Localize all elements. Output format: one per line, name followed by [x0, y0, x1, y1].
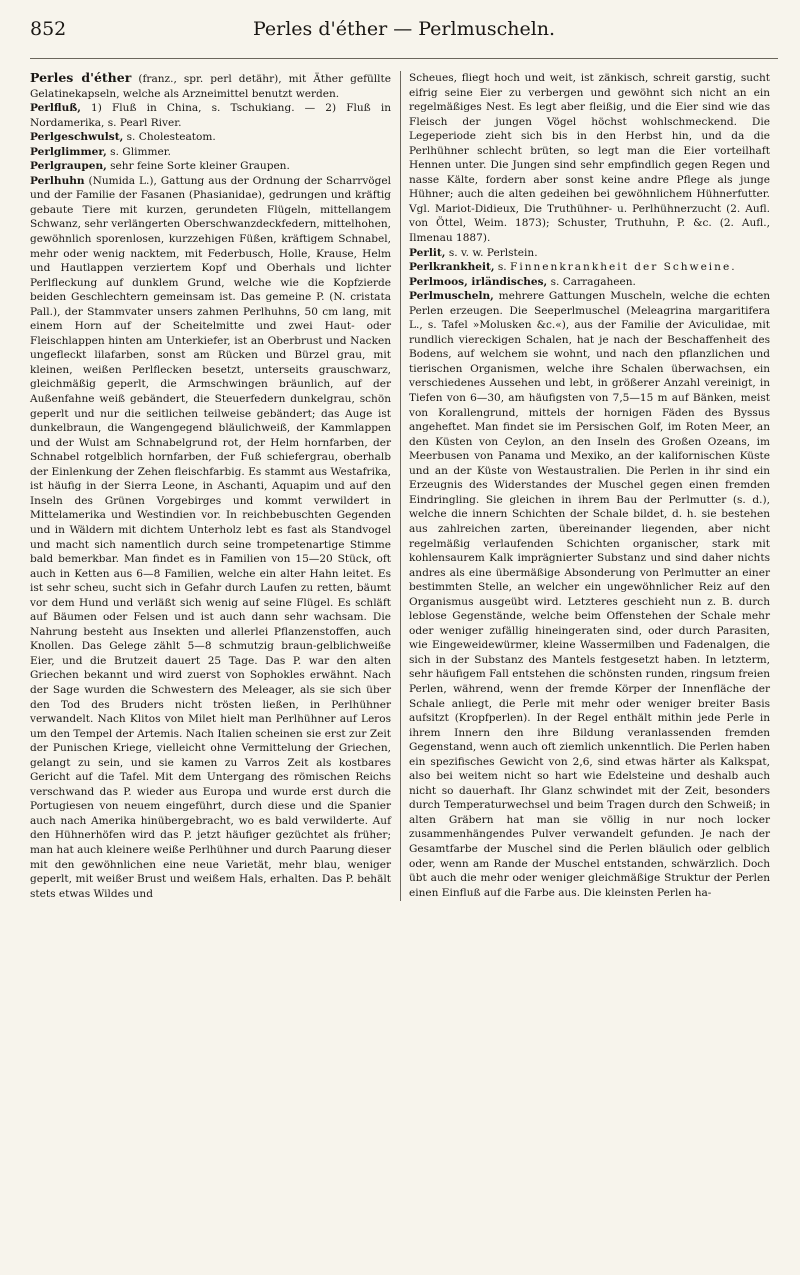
entry-text: s. — [497, 261, 507, 274]
entry-headword: Perlgeschwulst, — [30, 131, 124, 144]
entry-text: Scheues, fliegt hoch und weit, ist zänkisch, schreit garstig, sucht eifrig seine Eier zu verbergen und gewöhnt sich nicht an ein regelmäßiges Nest. Es legt aber fleißig, und die Eier sind wie das Fleisch der jungen Vögel höchst wohlschmeckend. Die Legeperiode zieht sich bis in den Herbst hin, und da die Perlhühner schlecht brüten, so legt man die Eier vorteilhaft Hennen unter. Die Jungen sind sehr empfindlich gegen Regen und nasse Kälte, fordern aber sonst keine andre Pflege als junge Hühner; auch die alten gedeihen bei gewöhnlichem Hühnerfutter. Vgl. Mariot-Didieux, Die Truthühner- u. Perlhühnerzucht (2. Aufl. von Öttel, Weim. 1873); Schuster, Truthuhn, P. &c. (2. Aufl., Ilmenau 1887). — [409, 72, 770, 245]
entry-headword: Perlhuhn — [30, 174, 85, 187]
page-number: 852 — [30, 18, 67, 40]
page-header — [30, 18, 778, 59]
entry-headword: Perlfluß, — [30, 102, 81, 115]
entry-perles-d-ether — [30, 71, 391, 101]
entry-perlhuhn — [30, 174, 391, 901]
entry-perlgeschwulst — [30, 130, 391, 145]
entry-text: (franz., spr. perl detähr), mit Äther gefüllte Gelatinekapseln, welche als Arzneimittel benutzt werden. — [30, 73, 392, 100]
entry-text: mehrere Gattungen Muscheln, welche die echten Perlen erzeugen. Die Seeperlmuschel (Meleagrina margaritifera L., s. Tafel »Molusken &c.«), aus der Familie der Aviculidae, mit rundlich viereckigen Schalen, hat je nach der Beschaffenheit des Bodens, auf welchem sie wohnt, und nach den pflanzlichen und tierischen Organismen, welche ihre Schalen überwachsen, ein verschiedenes Aussehen und lebt, in größerer Anzahl vereinigt, in Tiefen von 6—30, am häufigsten von 7,5—15 m auf Bänken, meist von Korallengrund, mittels der hornigen Fäden des Byssus angeheftet. Man findet sie im Persischen Golf, im Roten Meer, an den Küsten von Ceylon, an den Inseln des Großen Ozeans, im Meerbusen von Panama und Mexiko, an der kalifornischen Küste und an der Küste von Westaustralien. Die Perlen in ihr sind ein Erzeugnis des Widerstandes der Muschel gegen einen fremden Eindringling. Sie gleichen in ihrem Bau der Perlmutter (s. d.), welche die innern Schichten der Schale bildet, d. h. sie bestehen aus zahlreichen zarten, übereinander liegenden, aber nicht regelmäßig verlaufenden Schichten organischer, stark mit kohlensaurem Kalk imprägnierter Substanz und sind daher nichts andres als eine übermäßige Absonderung von Perlmutter an einer bestimmten Stelle, an welcher ein ungewöhnlicher Reiz auf den Organismus ausgeübt wird. Letzteres geschieht nun z. B. durch leblose Gegenstände, welche beim Offenstehen der Schale mehr oder weniger zufällig hineingeraten sind, oder durch Parasiten, wie Eingeweidewürmer, kleine Wassermilben und Fadenalgen, die sich in der Substanz des Mantels festgesetzt haben. In letzterm, sehr häufigem Fall entstehen die schönsten runden, ringsum freien Perlen, während, wenn der fremde Körper der Innenfläche der Schale anliegt, die Perle mit mehr oder weniger breiter Basis aufsitzt (Kropfperlen). In der Regel enthält mithin jede Perle in ihrem Innern den ihre Bildung veranlassenden fremden Gegenstand, wenn auch oft ziemlich unkenntlich. Die Perlen haben ein spezifisches Gewicht von 2,6, sind etwas härter als Kalkspat, also bei weitem nicht so hart wie Edelsteine und deshalb auch nicht so dauerhaft. Ihr Glanz schwindet mit der Zeit, besonders durch Temperaturwechsel und beim Tragen durch den Schweiß; in alten Gräbern hat man sie völlig in nur noch locker zusammenhängendes Pulver verwandelt gefunden. Je nach der Gesamtfarbe der Muschel sind die Perlen bläulich oder gelblich oder, wenn am Rande der Muschel entstanden, schwärzlich. Doch übt auch die mehr oder weniger gleichmäßige Struktur der Perlen einen Einfluß auf die Farbe aus. Die kleinsten Perlen ha- — [409, 290, 770, 899]
entry-text: s. Cholesteatom. — [126, 131, 216, 144]
entry-headword: Perlit, — [409, 246, 446, 259]
text-columns — [30, 71, 778, 901]
cross-reference: Finnenkrankheit der Schweine. — [510, 261, 737, 274]
entry-text: s. Carragaheen. — [550, 275, 636, 288]
entry-headword: Perlglimmer, — [30, 145, 107, 158]
entry-continuation — [409, 71, 770, 246]
entry-headword: Perles d'éther — [30, 70, 132, 85]
entry-text: (Numida L.), Gattung aus der Ordnung der Scharrvögel und der Familie der Fasanen (Phasianidae), gedrungen und kräftig gebaute Tiere mit kurzen, gerundeten Flügeln, mittellangem Schwanz, sehr verlängerten Oberschwanzdeckfedern, mittelhohen, gewöhnlich sporenlosen, kurzzehigen Füßen, kräftigem Schnabel, mehr oder wenig nacktem, mit Federbusch, Holle, Krause, Helm und Hautlappen verziertem Kopf und Oberhals und lichter Perlfleckung auf dunklem Grund, welche wie die Kopfzierde beiden Geschlechtern gemeinsam ist. Das gemeine P. (N. cristata Pall.), der Stammvater unsers zahmen Perlhuhns, 50 cm lang, mit einem Horn auf der Scheitelmitte und zwei Haut- oder Fleischlappen hinten am Unterkiefer, ist an Oberbrust und Nacken ungefleckt lilafarben, sonst am Rücken und Bürzel grau, mit kleinen, weißen Perlflecken besetzt, unterseits grauschwarz, gleichmäßig geperlt, die Armschwingen bräunlich, auf der Außenfahne weiß gebändert, die Steuerfedern dunkelgrau, schön geperlt und nur die seitlichen teilweise gebändert; das Auge ist dunkelbraun, die Wangengegend bläulichweiß, der Kammlappen und der Wulst am Schnabelgrund rot, der Helm hornfarben, der Schnabel rotgelblich hornfarben, der Fuß schiefergrau, oberhalb der Einlenkung der Zehen fleischfarbig. Es stammt aus Westafrika, ist häufig in der Sierra Leone, in Aschanti, Aquapim und auf den Inseln des Grünen Vorgebirges und kommt verwildert in Mittelamerika und Westindien vor. In reichbebuschten Gegenden und in Wäldern mit dichtem Unterholz lebt es fast als Standvogel und macht sich namentlich durch seine trompetenartige Stimme bald bemerkbar. Man findet es in Familien von 15—20 Stück, oft auch in Ketten aus 6—8 Familien, welche ein alter Hahn leitet. Es ist sehr scheu, sucht sich in Gefahr durch Laufen zu retten, bäumt vor dem Hund und verläßt sich wenig auf seine Flügel. Es schläft auf Bäumen oder Felsen und ist auch dann sehr wachsam. Die Nahrung besteht aus Insekten und allerlei Pflanzenstoffen, auch Knollen. Das Gelege zählt 5—8 schmutzig braun-gelblichweiße Eier, und die Brutzeit dauert 25 Tage. Das P. war den alten Griechen bekannt und wird zuerst von Sophokles erwähnt. Nach der Sage wurden die Schwestern des Meleager, als sie sich über den Tod des Bruders nicht trösten ließen, in Perlhühner verwandelt. Nach Klitos von Milet hielt man Perlhühner auf Leros um den Tempel der Artemis. Nach Italien scheinen sie erst zur Zeit der Punischen Kriege, vielleicht ohne Vermittelung der Griechen, gelangt zu sein, und sie kamen zu Varros Zeit als kostbares Gericht auf die Tafel. Mit dem Untergang des römischen Reichs verschwand das P. wieder aus Europa und wurde erst durch die Portugiesen von neuem eingeführt, durch diese und die Spanier auch nach Amerika hinübergebracht, wo es bald verwilderte. Auf den Hühnerhöfen wird das P. jetzt häufiger gezüchtet als früher; man hat auch kleinere weiße Perlhühner und durch Paarung dieser mit den gewöhnlichen eine neue Varietät, mehr blau, weniger geperlt, mit weißer Brust und weißem Hals, erhalten. Das P. behält stets etwas Wildes und — [30, 174, 391, 900]
entry-perlglimmer — [30, 145, 391, 160]
entry-perlmuscheln — [409, 289, 770, 900]
entry-headword: Perlgraupen, — [30, 160, 107, 173]
entry-perlmoos — [409, 275, 770, 290]
entry-text: 1) Fluß in China, s. Tschukiang. — 2) Fluß in Nordamerika, s. Pearl River. — [30, 102, 391, 129]
right-column — [409, 71, 770, 901]
entry-perlkrankheit — [409, 260, 770, 275]
entry-text: s. v. w. Perlstein. — [448, 246, 538, 259]
column-divider — [400, 71, 401, 901]
entry-perlit — [409, 246, 770, 261]
entry-perlfluss — [30, 101, 391, 130]
entry-perlgraupen — [30, 159, 391, 174]
left-column — [30, 71, 391, 901]
entry-headword: Perlmuscheln, — [409, 290, 494, 303]
entry-headword: Perlmoos, irländisches, — [409, 275, 548, 288]
entry-headword: Perlkrankheit, — [409, 261, 495, 274]
entry-text: s. Glimmer. — [110, 145, 171, 158]
entry-text: sehr feine Sorte kleiner Graupen. — [110, 160, 290, 173]
running-title: Perles d'éther — Perlmuscheln. — [252, 18, 556, 40]
